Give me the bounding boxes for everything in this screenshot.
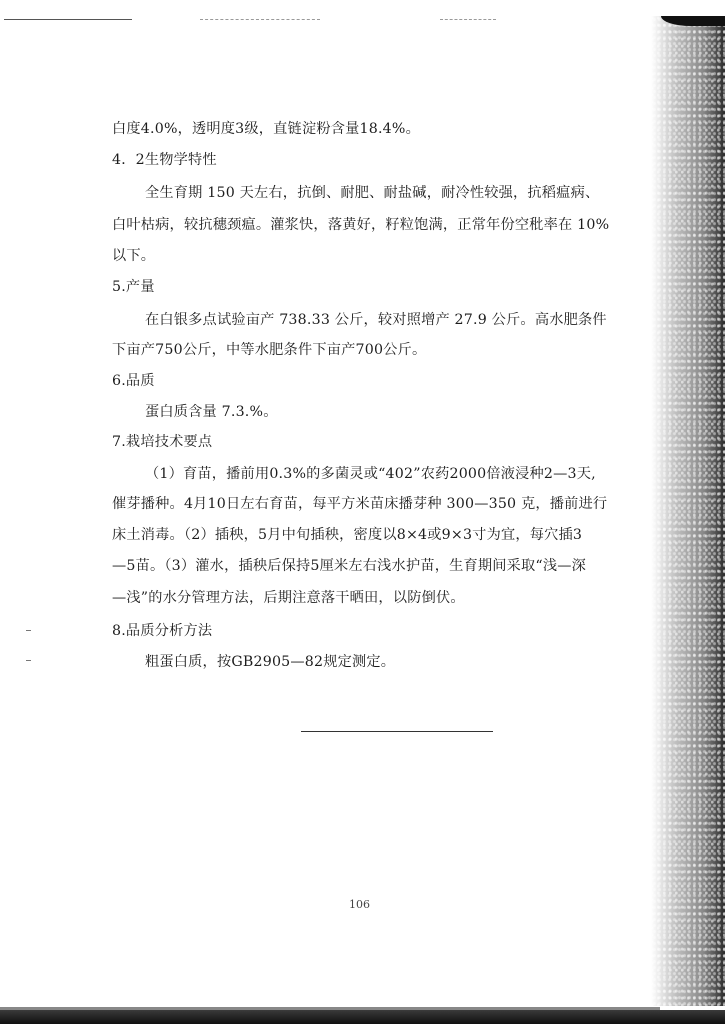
page-number: 106	[349, 898, 370, 911]
scan-edge-shadow	[651, 16, 725, 1006]
text-line-18: 粗蛋白质，按GB2905—82规定测定。	[145, 654, 396, 670]
margin-tick	[26, 630, 31, 631]
section-heading-4-2: 4．2生物学特性	[112, 152, 217, 168]
end-rule	[301, 731, 493, 732]
text-line-16: —浅”的水分管理方法，后期注意落干晒田，以防倒伏。	[112, 590, 465, 606]
section-heading-6: 6.品质	[112, 373, 155, 389]
top-dash-right	[440, 19, 496, 21]
margin-tick	[26, 660, 31, 661]
text-line-1: 白度4.0%，透明度3级，直链淀粉含量18.4%。	[112, 121, 420, 137]
text-line-3: 全生育期 150 天左右，抗倒、耐肥、耐盐碱，耐冷性较强，抗稻瘟病、	[145, 185, 600, 201]
text-line-10: 蛋白质含量 7.3.%。	[145, 404, 278, 420]
text-line-5: 以下。	[112, 248, 156, 264]
section-heading-7: 7.栽培技术要点	[112, 434, 213, 450]
text-line-13: 催芽播种。4月10日左右育苗，每平方米苗床播芽种 300—350 克，播前进行	[112, 496, 608, 512]
text-line-12: （1）育苗，播前用0.3%的多菌灵或“402”农药2000倍液浸种2—3天,	[145, 466, 596, 482]
text-line-7: 在白银多点试验亩产 738.33 公斤，较对照增产 27.9 公斤。高水肥条件	[145, 312, 607, 328]
section-heading-5: 5.产量	[112, 279, 155, 295]
top-dash-left	[200, 19, 320, 21]
text-line-15: —5苗。（3）灌水，插秧后保持5厘米左右浅水护苗，生育期间采取“浅—深	[112, 558, 587, 574]
scan-bottom-edge	[0, 1010, 725, 1024]
text-line-14: 床土消毒。（2）插秧，5月中旬插秧，密度以8×4或9×3寸为宜，每穴插3	[112, 527, 583, 543]
section-heading-8: 8.品质分析方法	[112, 623, 213, 639]
text-line-4: 白叶枯病，较抗穗颈瘟。灌浆快，落黄好，籽粒饱满，正常年份空秕率在 10%	[112, 217, 610, 233]
text-line-8: 下亩产750公斤，中等水肥条件下亩产700公斤。	[112, 342, 427, 358]
top-rule	[4, 19, 132, 20]
